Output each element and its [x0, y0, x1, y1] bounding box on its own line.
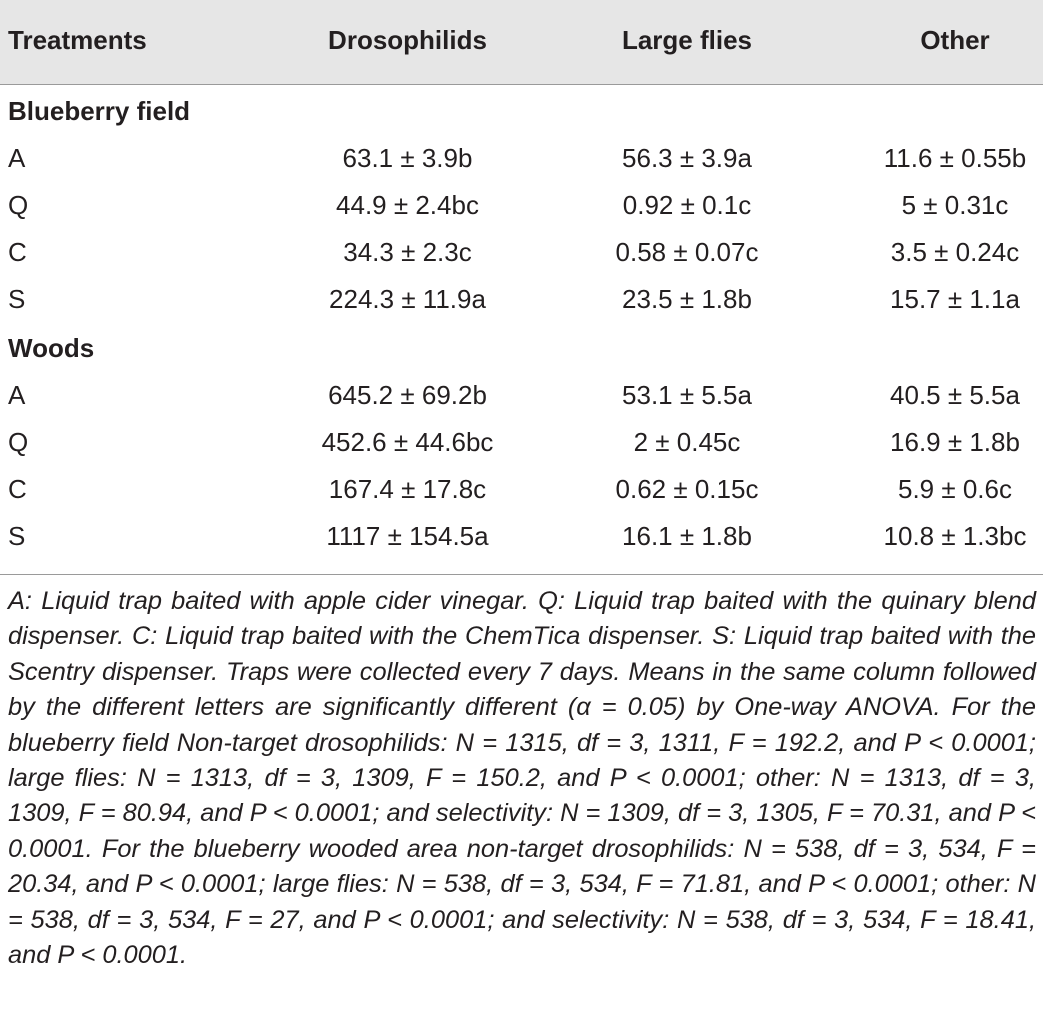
- treatment-cell: S: [8, 521, 26, 551]
- treatment-cell: A: [8, 143, 26, 173]
- treatment-cell: C: [8, 474, 27, 504]
- group-label-woods: Woods: [8, 333, 95, 363]
- table-row: [0, 380, 1043, 427]
- header-large-flies: Large flies: [621, 25, 753, 55]
- table-row: [0, 143, 1043, 190]
- treatment-cell: A: [8, 380, 26, 410]
- drosophilids-cell: 63.1 ± 3.9b: [342, 143, 473, 173]
- other-cell: 11.6 ± 0.55b: [883, 143, 1027, 173]
- other-cell: 16.9 ± 1.8b: [890, 427, 1020, 457]
- other-cell: 15.7 ± 1.1a: [890, 284, 1020, 314]
- treatment-cell: S: [8, 284, 26, 314]
- large-flies-cell: 0.62 ± 0.15c: [615, 474, 759, 504]
- large-flies-cell: 0.58 ± 0.07c: [615, 237, 759, 267]
- table-row: [0, 190, 1043, 237]
- other-cell: 5 ± 0.31c: [901, 190, 1009, 220]
- table-row: [0, 521, 1043, 568]
- treatment-cell: C: [8, 237, 27, 267]
- large-flies-cell: 2 ± 0.45c: [633, 427, 741, 457]
- drosophilids-cell: 44.9 ± 2.4bc: [336, 190, 479, 220]
- large-flies-cell: 53.1 ± 5.5a: [622, 380, 752, 410]
- table-row: [0, 474, 1043, 521]
- table-row: [0, 237, 1043, 284]
- header-drosophilids: Drosophilids: [328, 25, 487, 55]
- header-other: Other: [920, 25, 990, 55]
- treatment-cell: Q: [8, 427, 29, 457]
- group-label-blueberry-field: Blueberry field: [8, 96, 191, 126]
- footer-divider: [0, 574, 1043, 575]
- drosophilids-cell: 34.3 ± 2.3c: [343, 237, 472, 267]
- drosophilids-cell: 1117 ± 154.5a: [326, 521, 489, 551]
- table-row: [0, 427, 1043, 474]
- other-cell: 5.9 ± 0.6c: [897, 474, 1012, 504]
- other-cell: 40.5 ± 5.5a: [890, 380, 1020, 410]
- large-flies-cell: 56.3 ± 3.9a: [622, 143, 752, 173]
- drosophilids-cell: 167.4 ± 17.8c: [328, 474, 487, 504]
- drosophilids-cell: 224.3 ± 11.9a: [329, 284, 486, 314]
- table-footnote: A: Liquid trap baited with apple cider vinegar. Q: Liquid trap baited with the quinary blend dispenser. C: Liquid trap baited with the ChemTica dispenser. S: Liquid trap baited with the Scentry dispenser. Traps were collected every 7 days. Means in the same column followed by the different letters are significantly different (α = 0.05) by One-way ANOVA. For the blueberry field Non-target drosophilids: N = 1315, df = 3, 1311, F = 192.2, and P < 0.0001; large flies: N = 1313, df = 3, 1309, F = 150.2, and P < 0.0001; other: N = 1313, df = 3, 1309, F = 80.94, and P < 0.0001; and selectivity: N = 1309, df = 3, 1305, F = 70.31, and P < 0.0001. For the blueberry wooded area non-target drosophilids: N = 538, df = 3, 534, F = 20.34, and P < 0.0001; large flies: N = 538, df = 3, 534, F = 71.81, and P < 0.0001; other: N = 538, df = 3, 534, F = 27, and P < 0.0001; and selectivity: N = 538, df = 3, 534, F = 18.41, and P < 0.0001.: [8, 587, 1036, 970]
- large-flies-cell: 23.5 ± 1.8b: [622, 284, 752, 314]
- other-cell: 3.5 ± 0.24c: [890, 237, 1020, 267]
- large-flies-cell: 0.92 ± 0.1c: [622, 190, 752, 220]
- table-header-row: [0, 0, 1043, 84]
- other-cell: 10.8 ± 1.3bc: [883, 521, 1027, 551]
- treatment-cell: Q: [8, 190, 29, 220]
- drosophilids-cell: 645.2 ± 69.2b: [328, 380, 487, 410]
- header-divider: [0, 84, 1043, 85]
- drosophilids-cell: 452.6 ± 44.6bc: [321, 427, 494, 457]
- table-row: [0, 284, 1043, 331]
- large-flies-cell: 16.1 ± 1.8b: [622, 521, 752, 551]
- header-treatments: Treatments: [8, 25, 147, 55]
